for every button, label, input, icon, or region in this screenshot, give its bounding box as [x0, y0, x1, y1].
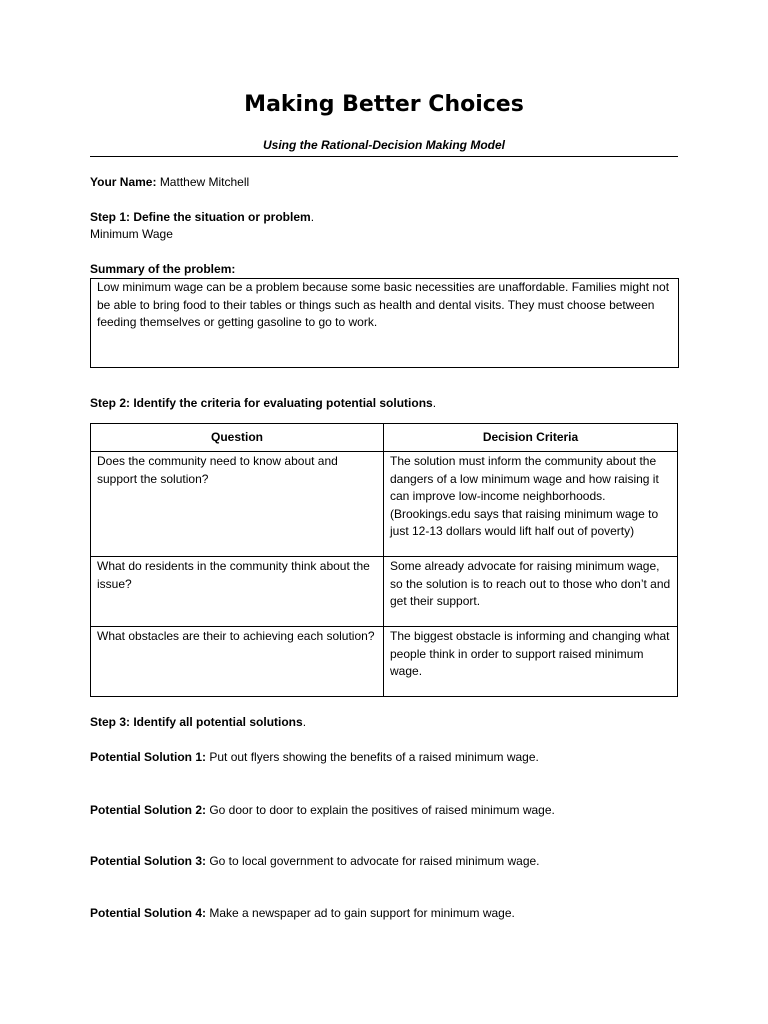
step2-heading: Step 2: Identify the criteria for evaluating potential solutions [90, 396, 433, 410]
step1-value: Minimum Wage [90, 227, 173, 241]
question-cell: What do residents in the community think about the issue? [91, 557, 384, 627]
document-subtitle: Using the Rational-Decision Making Model [90, 136, 678, 157]
table-header-row [91, 424, 678, 452]
step2-heading-line: Step 2: Identify the criteria for evaluating potential solutions. [90, 396, 437, 410]
solution-label: Potential Solution 4: [90, 906, 206, 920]
name-line [90, 174, 680, 192]
table-row [91, 627, 678, 697]
solution-text: Go to local government to advocate for raised minimum wage. [209, 854, 540, 868]
solution-text: Make a newspaper ad to gain support for minimum wage. [209, 906, 515, 920]
summary-box [90, 278, 679, 368]
criteria-table [90, 423, 678, 697]
solution-label: Potential Solution 2: [90, 803, 206, 817]
name-label: Your Name: [90, 175, 157, 189]
question-cell: What obstacles are their to achieving each solution? [91, 627, 384, 697]
table-row [91, 452, 678, 557]
solution-item [90, 749, 680, 767]
step1-heading: Step 1: Define the situation or problem [90, 210, 311, 224]
solution-text: Put out flyers showing the benefits of a raised minimum wage. [209, 750, 539, 764]
column-header-question: Question [91, 424, 384, 452]
name-value: Matthew Mitchell [159, 175, 250, 189]
column-header-criteria: Decision Criteria [384, 424, 678, 452]
question-cell: Does the community need to know about and support the solution? [91, 452, 384, 557]
solution-label: Potential Solution 3: [90, 854, 206, 868]
table-row [91, 557, 678, 627]
solution-label: Potential Solution 1: [90, 750, 206, 764]
step1-heading-line: Step 1: Define the situation or problem. [90, 210, 315, 224]
step3-heading-line: Step 3: Identify all potential solutions. [90, 715, 307, 729]
solution-item [90, 853, 680, 871]
document-title: Making Better Choices [244, 92, 524, 117]
criteria-cell: Some already advocate for raising minimum wage, so the solution is to reach out to those who don’t and get their support. [384, 557, 678, 627]
criteria-cell: The biggest obstacle is informing and changing what people think in order to support raised minimum wage. [384, 627, 678, 697]
solution-item [90, 905, 680, 923]
step3-heading: Step 3: Identify all potential solutions [90, 715, 303, 729]
solution-text: Go door to door to explain the positives of raised minimum wage. [209, 803, 555, 817]
summary-text: Low minimum wage can be a problem because some basic necessities are unaffordable. Families might not be able to bring food to their tables or things such as health and dental visits. They must choose between feeding themselves or getting gasoline to go to work. [97, 280, 670, 329]
criteria-cell: The solution must inform the community about the dangers of a low minimum wage and how raising it can improve low-income neighborhoods. (Brookings.edu says that raising minimum wage to just 12-13 dollars would lift half out of poverty) [384, 452, 678, 557]
solution-item [90, 802, 680, 820]
summary-label: Summary of the problem: [90, 262, 236, 276]
